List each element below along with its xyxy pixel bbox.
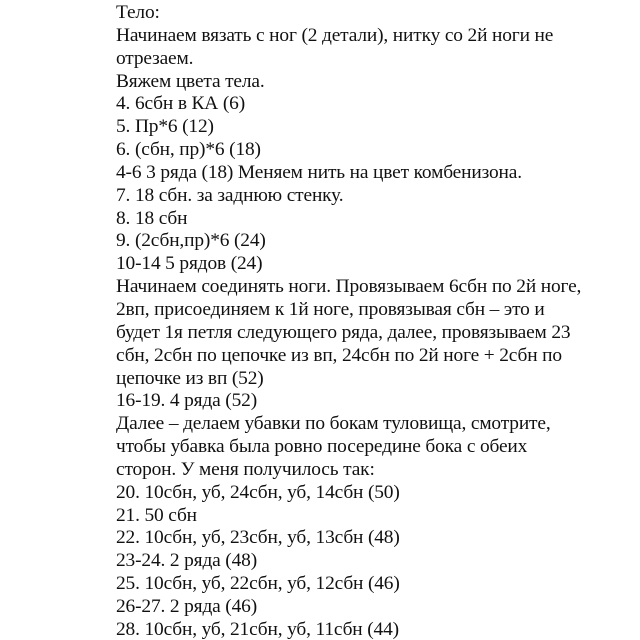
row-line: 9. (2сбн,пр)*6 (24)	[116, 230, 266, 252]
instruction-line: цепочке из вп (52)	[116, 367, 264, 389]
row-line: 22. 10сбн, уб, 23сбн, уб, 13сбн (48)	[116, 527, 400, 549]
row-line: 8. 18 сбн	[116, 207, 188, 229]
row-line: 26-27. 2 ряда (46)	[116, 595, 258, 617]
row-line: 4-6 3 ряда (18) Меняем нить на цвет комбенизона.	[116, 161, 522, 183]
row-line: 28. 10сбн, уб, 21сбн, уб, 11сбн (44)	[116, 618, 399, 640]
instruction-line: сторон. У меня получилось так:	[116, 458, 375, 480]
instruction-line: Начинаем соединять ноги. Провязываем 6сбн по 2й ноге,	[116, 276, 582, 298]
row-line: 10-14 5 рядов (24)	[116, 253, 263, 275]
row-line: 4. 6сбн в КА (6)	[116, 93, 246, 115]
instruction-line: Далее – делаем убавки по бокам туловища, смотрите,	[116, 413, 551, 435]
row-line: 20. 10сбн, уб, 24сбн, уб, 14сбн (50)	[116, 481, 400, 503]
instruction-line: Начинаем вязать с ног (2 детали), нитку со 2й ноги не	[116, 24, 554, 46]
instruction-line: 2вп, присоединяем к 1й ноге, провязывая сбн – это и	[116, 298, 545, 320]
row-line: 21. 50 сбн	[116, 504, 197, 526]
instruction-line: Вяжем цвета тела.	[116, 70, 265, 92]
section-heading: Тело:	[116, 2, 160, 23]
row-line: 25. 10сбн, уб, 22сбн, уб, 12сбн (46)	[116, 573, 400, 595]
instruction-line: будет 1я петля следующего ряда, далее, провязываем 23	[116, 321, 571, 343]
instruction-line: чтобы убавка была ровно посередине бока с обеих	[116, 436, 528, 458]
instruction-line: отрезаем.	[116, 47, 194, 69]
row-line: 16-19. 4 ряда (52)	[116, 390, 258, 412]
row-line: 5. Пр*6 (12)	[116, 116, 214, 138]
row-line: 23-24. 2 ряда (48)	[116, 550, 258, 572]
row-line: 6. (сбн, пр)*6 (18)	[116, 139, 261, 161]
row-line: 7. 18 сбн. за заднюю стенку.	[116, 184, 344, 206]
instruction-line: сбн, 2сбн по цепочке из вп, 24сбн по 2й ноге + 2сбн по	[116, 344, 562, 366]
